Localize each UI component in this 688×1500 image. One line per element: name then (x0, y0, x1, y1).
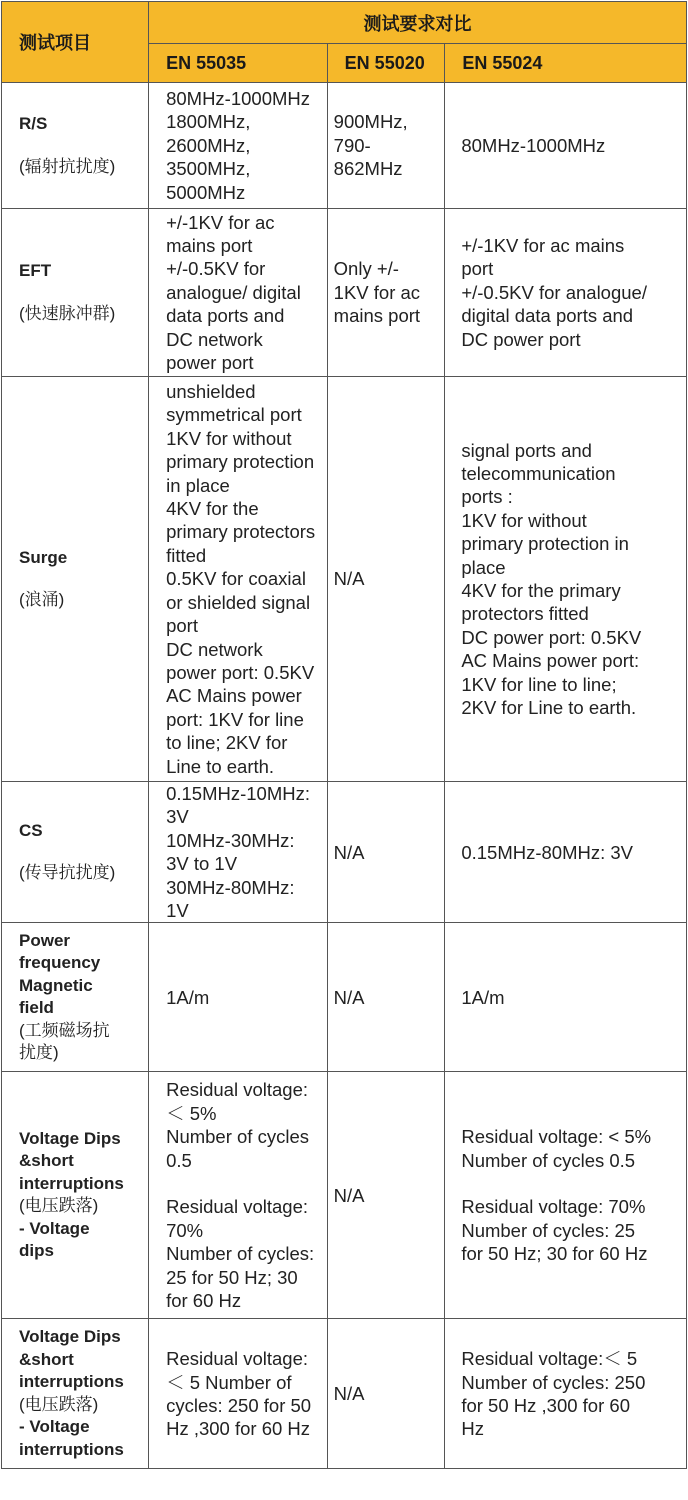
requirement-comparison-header: 测试要求对比 (149, 2, 687, 44)
test-item-name: R/S (19, 114, 48, 133)
requirement-cell-en55020: N/A (327, 923, 445, 1072)
test-item-chinese-name: (电压跌落) (19, 1196, 99, 1216)
standard-header-en55035: EN 55035 (149, 44, 328, 83)
test-item-cell (2, 923, 149, 1072)
test-item-name: Voltage Dips &short interruptions (19, 1128, 124, 1193)
requirement-cell-en55024: signal ports and telecommunication ports : 1KV for without primary protection in place 4KV for the primary protectors fitted DC power port: 0.5KV AC Mains power port: 1KV for line to line; 2KV for Line to earth. (445, 377, 687, 782)
requirement-cell-en55024: Residual voltage: < 5% Number of cycles 0.5 Residual voltage: 70% Number of cycles: 25 for 50 Hz; 30 for 60 Hz (445, 1072, 687, 1319)
test-item-name: Voltage Dips &short interruptions (19, 1327, 124, 1392)
requirement-cell-en55020: N/A (327, 1319, 445, 1469)
requirement-cell-en55024: 80MHz-1000MHz (445, 83, 687, 209)
requirement-cell-en55020: Only +/- 1KV for ac mains port (327, 209, 445, 377)
requirement-cell-en55024: Residual voltage:＜ 5 Number of cycles: 250 for 50 Hz ,300 for 60 Hz (445, 1319, 687, 1469)
requirement-cell-en55020: 900MHz, 790- 862MHz (327, 83, 445, 209)
requirement-cell-en55020: N/A (327, 377, 445, 782)
test-item-cell (2, 1319, 149, 1469)
comparison-table-container (1, 1, 687, 1469)
test-item-name: Power frequency Magnetic field (19, 930, 101, 1018)
test-item-name: Surge (19, 547, 68, 567)
test-item-name: CS (19, 820, 43, 840)
test-item-chinese-name: (电压跌落) (19, 1394, 99, 1414)
requirement-cell-en55035: 1A/m (149, 923, 328, 1072)
requirement-cell-en55024: 0.15MHz-80MHz: 3V (445, 782, 687, 923)
requirement-cell-en55024: 1A/m (445, 923, 687, 1072)
requirement-cell-en55035: Residual voltage: ＜ 5% Number of cycles 0.5 Residual voltage: 70% Number of cycles: 25 for 50 Hz; 30 for 60 Hz (149, 1072, 328, 1319)
spacer (19, 136, 144, 156)
test-item-cell (2, 377, 149, 782)
test-item-cell (2, 209, 149, 377)
standard-header-en55024: EN 55024 (445, 44, 687, 83)
requirement-cell-en55035: Residual voltage: ＜ 5 Number of cycles: 250 for 50 Hz ,300 for 60 Hz (149, 1319, 328, 1469)
test-item-chinese-name: (传导抗扰度) (19, 863, 116, 883)
test-item-chinese-name: (辐射抗扰度) (19, 156, 116, 176)
test-item-cell (2, 83, 149, 209)
test-item-cell (2, 782, 149, 923)
requirement-cell-en55020: N/A (327, 782, 445, 923)
table-row (2, 1072, 687, 1319)
test-item-chinese-name: (浪涌) (19, 590, 65, 609)
test-item-chinese-name: (快速脉冲群) (19, 303, 116, 323)
requirement-cell-en55020: N/A (327, 1072, 445, 1319)
table-row (2, 209, 687, 377)
test-item-name: EFT (19, 261, 52, 280)
test-item-chinese-name: (工频磁场抗 扰度) (19, 1020, 110, 1063)
table-row (2, 1319, 687, 1469)
table-row (2, 923, 687, 1072)
requirement-cell-en55035: +/-1KV for ac mains port +/-0.5KV for analogue/ digital data ports and DC network power port (149, 209, 328, 377)
standard-header-en55020: EN 55020 (327, 44, 445, 83)
requirement-cell-en55035: 80MHz-1000MHz 1800MHz, 2600MHz, 3500MHz, 5000MHz (149, 83, 328, 209)
table-row (2, 782, 687, 923)
spacer (19, 842, 144, 862)
table-body (2, 83, 687, 1469)
test-item-cell (2, 1072, 149, 1319)
emc-test-comparison-table (1, 1, 687, 1469)
test-item-subtype: - Voltage dips (19, 1218, 90, 1261)
requirement-cell-en55035: 0.15MHz-10MHz: 3V 10MHz-30MHz: 3V to 1V 30MHz-80MHz: 1V (149, 782, 328, 923)
test-item-header: 测试项目 (2, 2, 149, 83)
spacer (19, 569, 144, 589)
requirement-cell-en55035: unshielded symmetrical port 1KV for without primary protection in place 4KV for the primary protectors fitted 0.5KV for coaxial or shielded signal port DC network power port: 0.5KV AC Mains power port: 1KV for line to line; 2KV for Line to earth. (149, 377, 328, 782)
requirement-cell-en55024: +/-1KV for ac mains port +/-0.5KV for analogue/ digital data ports and DC power port (445, 209, 687, 377)
spacer (19, 283, 144, 303)
table-row (2, 83, 687, 209)
test-item-subtype: - Voltage interruptions (19, 1417, 124, 1459)
table-row (2, 377, 687, 782)
